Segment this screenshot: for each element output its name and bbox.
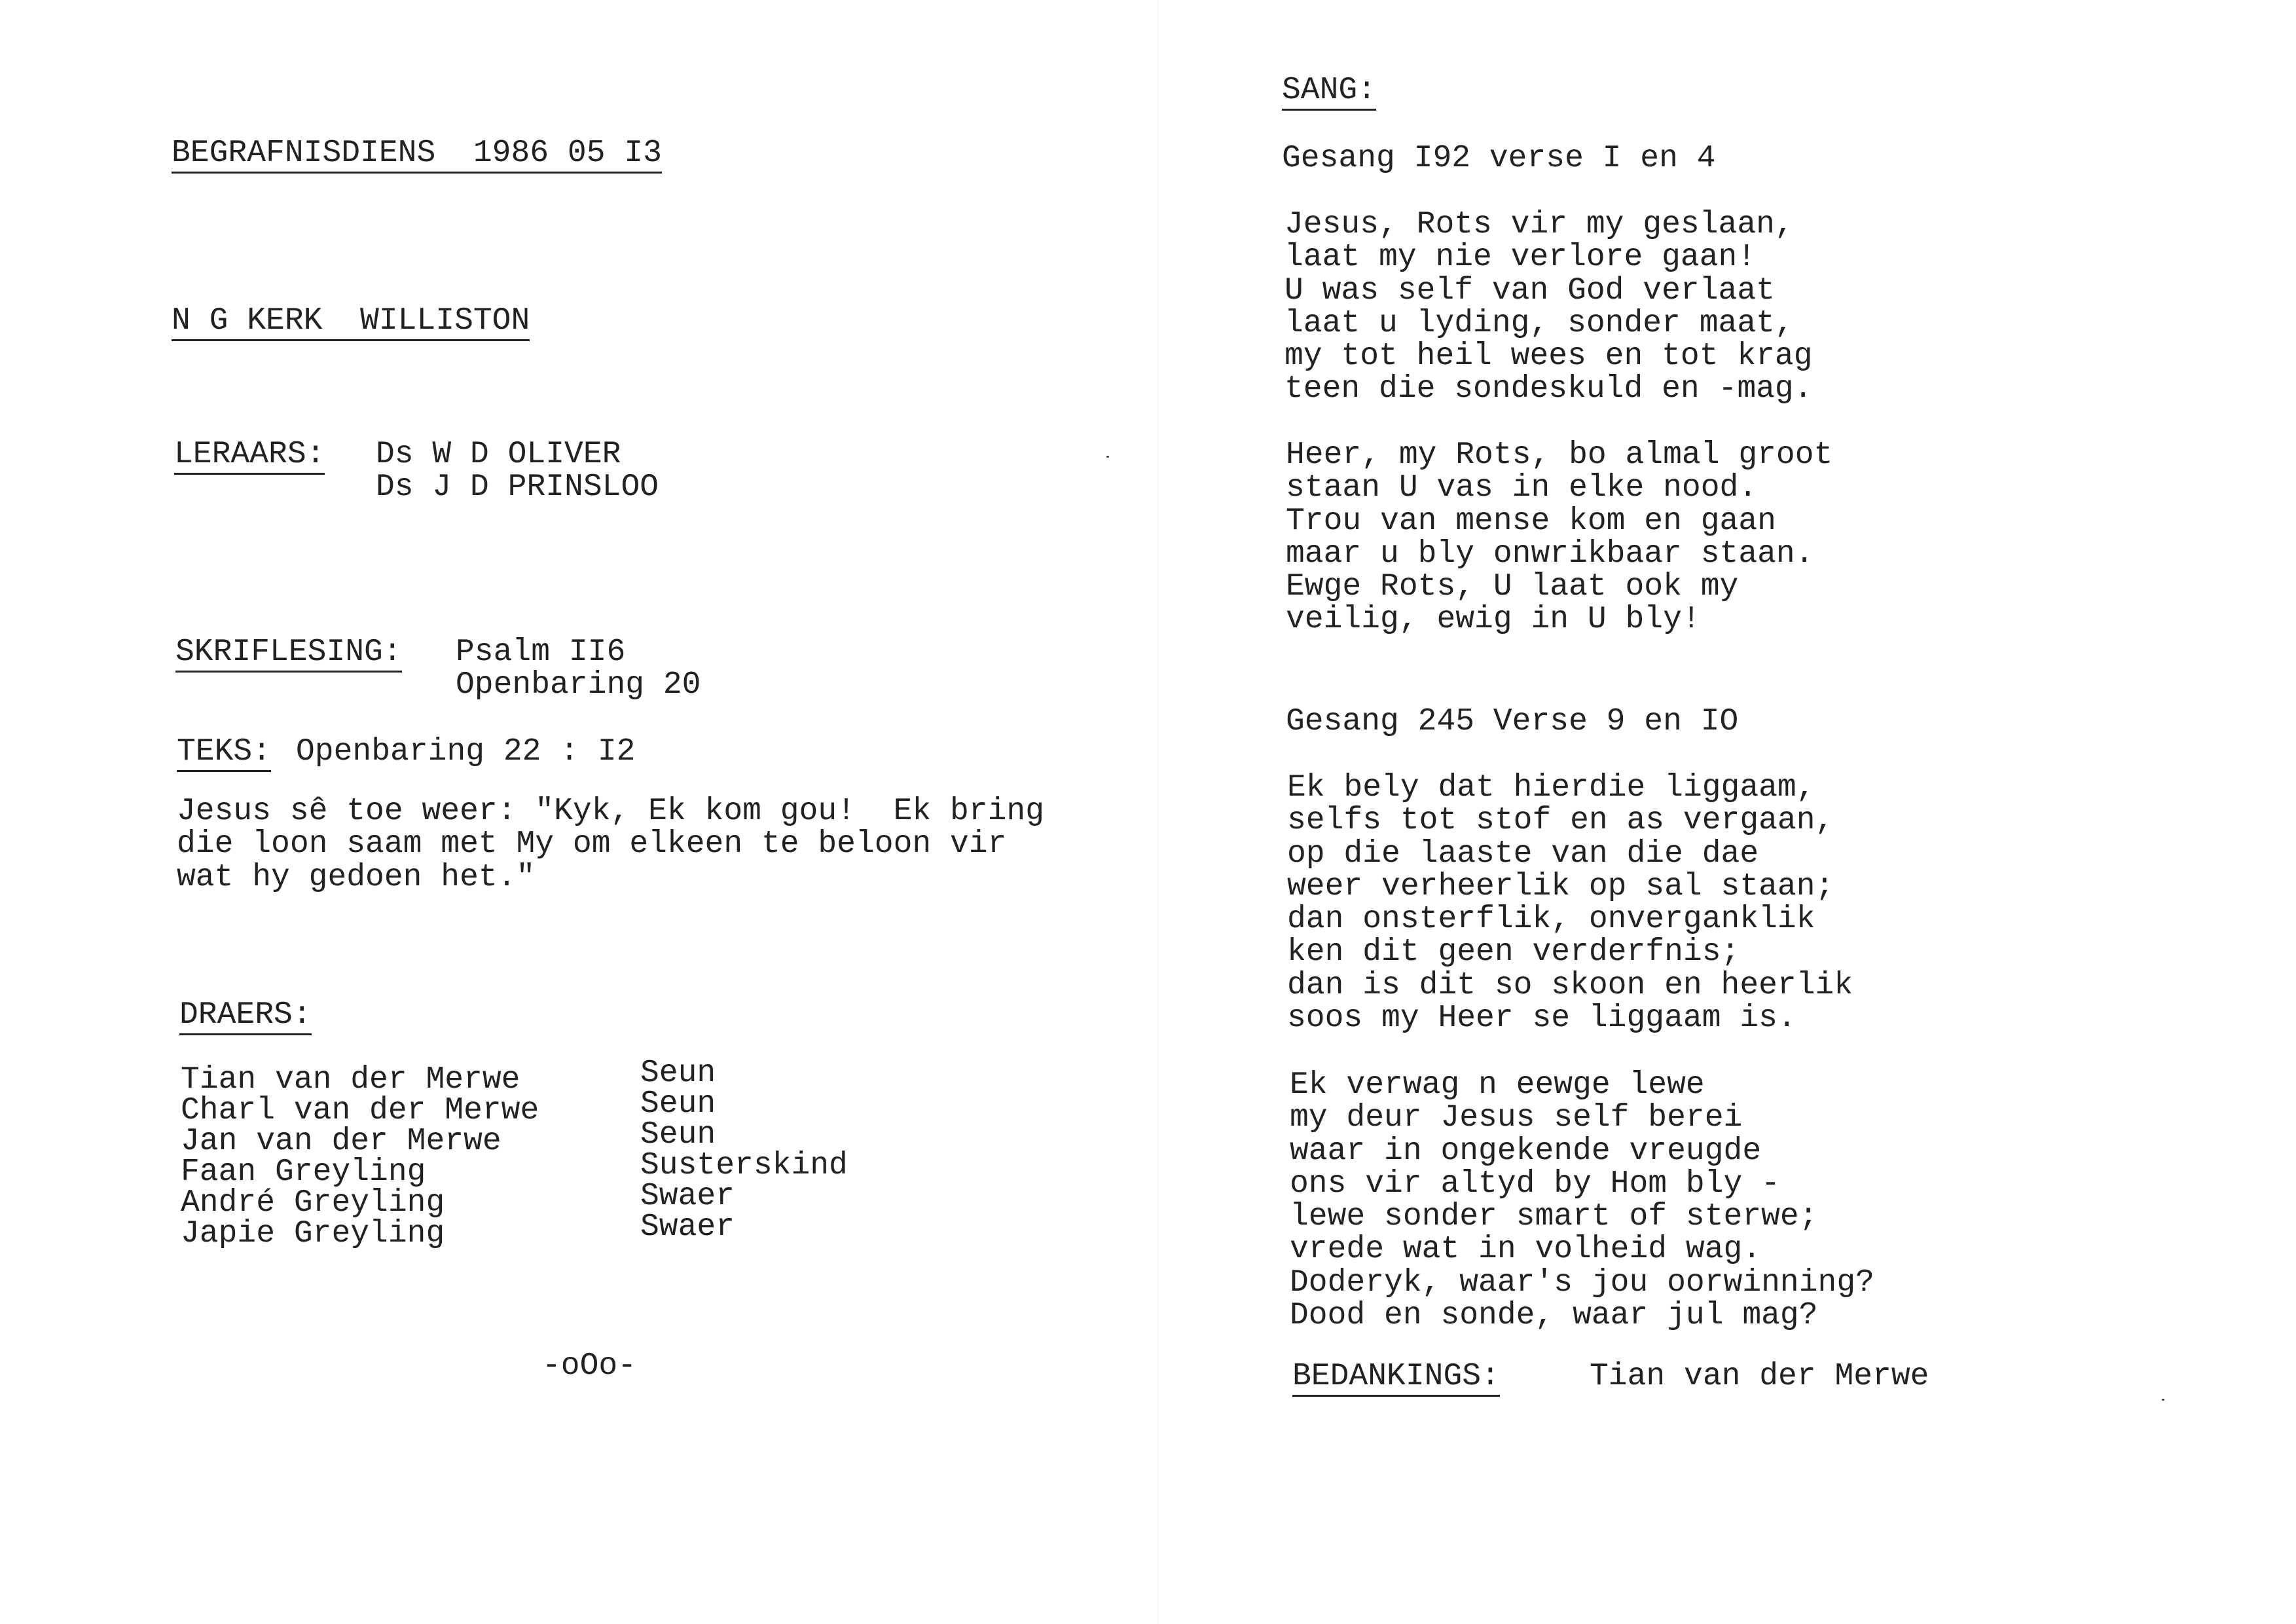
quotation-line: Jesus sê toe weer: "Kyk, Ek kom gou! Ek bring	[177, 794, 1045, 829]
scripture-reading: Openbaring 20	[456, 667, 701, 703]
bearer-relation: Swaer	[640, 1179, 735, 1214]
thanks-label: BEDANKINGS:	[1292, 1359, 1500, 1397]
hymn-line: selfs tot stof en as vergaan,	[1287, 803, 1834, 839]
scripture-label: SKRIFLESING:	[175, 635, 402, 673]
page-fold	[1157, 0, 1159, 1624]
song-heading: Gesang 245 Verse 9 en IO	[1286, 704, 1739, 739]
song2-verse2	[1290, 1069, 1874, 1332]
quotation-line: wat hy gedoen het."	[177, 859, 536, 895]
minister-name: Ds J D PRINSLOO	[376, 470, 659, 505]
bearer-name: Faan Greyling	[181, 1154, 426, 1190]
hymn-line: Ek bely dat hierdie liggaam,	[1287, 770, 1815, 805]
hymn-line: soos my Heer se liggaam is.	[1287, 1001, 1796, 1037]
hymn-line: my deur Jesus self berei	[1290, 1100, 1743, 1136]
ink-speck	[2162, 1399, 2164, 1401]
bearer-name: André Greyling	[181, 1185, 445, 1221]
hymn-line: laat my nie verlore gaan!	[1285, 240, 1757, 276]
bearers-label: DRAERS:	[179, 998, 312, 1035]
minister-name: Ds W D OLIVER	[376, 437, 621, 472]
song1-verse1	[1285, 208, 1813, 406]
hymn-line: Ek verwag n eewge lewe	[1290, 1067, 1705, 1103]
text-label: TEKS:	[177, 735, 271, 772]
bearer-relation: Seun	[640, 1056, 716, 1091]
song1-verse2	[1286, 439, 1832, 637]
song2-verse1	[1287, 771, 1853, 1035]
closing-mark: -oOo-	[542, 1348, 637, 1384]
hymn-line: Heer, my Rots, bo almal groot	[1286, 437, 1833, 473]
songs-label: SANG:	[1282, 73, 1376, 111]
ministers-label: LERAARS:	[174, 437, 325, 475]
hymn-line: Jesus, Rots vir my geslaan,	[1285, 207, 1794, 242]
bearers-relations	[640, 1058, 848, 1243]
bearer-name: Tian van der Merwe	[181, 1062, 520, 1098]
hymn-line: vrede wat in volheid wag.	[1290, 1232, 1762, 1268]
bearer-relation: Susterskind	[640, 1148, 848, 1183]
hymn-line: laat u lyding, sonder maat,	[1285, 305, 1794, 341]
hymn-line: dan is dit so skoon en heerlik	[1287, 967, 1853, 1003]
hymn-line: my tot heil wees en tot krag	[1285, 339, 1813, 375]
ink-speck	[1106, 456, 1109, 458]
hymn-line: U was self van God verlaat	[1285, 272, 1775, 308]
song-heading: Gesang I92 verse I en 4	[1282, 141, 1716, 176]
church-name: N G KERK WILLISTON	[172, 304, 530, 341]
hymn-line: Ewge Rots, U laat ook my	[1286, 569, 1739, 605]
bearer-name: Japie Greyling	[181, 1216, 445, 1251]
hymn-line: maar u bly onwrikbaar staan.	[1286, 536, 1814, 572]
bearer-name: Jan van der Merwe	[181, 1124, 501, 1159]
hymn-line: veilig, ewig in U bly!	[1286, 602, 1701, 638]
text-reference: Openbaring 22 : I2	[296, 734, 636, 769]
hymn-line: Trou van mense kom en gaan	[1286, 503, 1776, 539]
hymn-line: Doderyk, waar's jou oorwinning?	[1290, 1264, 1874, 1301]
thanks-name: Tian van der Merwe	[1590, 1359, 1929, 1394]
hymn-line: dan onsterflik, onverganklik	[1287, 902, 1815, 938]
hymn-line: lewe sonder smart of sterwe;	[1290, 1199, 1818, 1235]
hymn-line: ons vir altyd by Hom bly -	[1290, 1166, 1780, 1202]
scripture-reading: Psalm II6	[456, 635, 626, 670]
hymn-line: ken dit geen verderfnis;	[1287, 934, 1740, 970]
hymn-line: Dood en sonde, waar jul mag?	[1290, 1298, 1818, 1334]
hymn-line: weer verheerlik op sal staan;	[1287, 868, 1834, 904]
hymn-line: staan U vas in elke nood.	[1286, 470, 1758, 506]
bearer-relation: Seun	[640, 1086, 716, 1122]
text-quotation	[177, 795, 1044, 894]
quotation-line: die loon saam met My om elkeen te beloon vir	[177, 826, 1007, 862]
hymn-line: op die laaste van die dae	[1287, 836, 1759, 872]
bearer-name: Charl van der Merwe	[181, 1093, 539, 1128]
service-title: BEGRAFNISDIENS 1986 05 I3	[172, 136, 662, 174]
bearer-relation: Swaer	[640, 1209, 735, 1245]
bearers-names	[181, 1062, 539, 1251]
hymn-line: teen die sondeskuld en -mag.	[1285, 371, 1813, 407]
bearer-relation: Seun	[640, 1117, 716, 1153]
hymn-line: waar in ongekende vreugde	[1290, 1133, 1762, 1169]
